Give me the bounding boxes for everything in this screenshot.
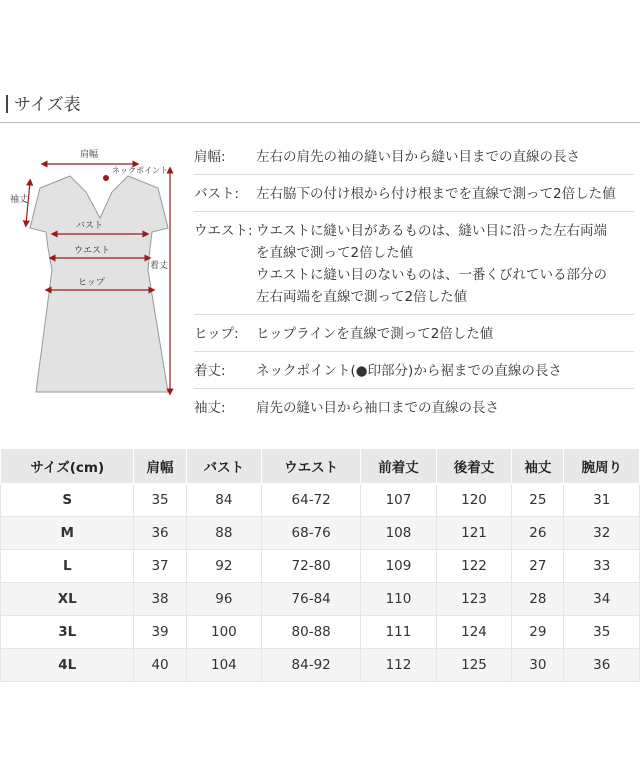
table-cell: 28 bbox=[512, 583, 564, 616]
title-bar bbox=[6, 95, 8, 113]
definition-divider bbox=[194, 211, 634, 212]
definition-term: バスト: bbox=[194, 186, 240, 202]
definitions bbox=[194, 146, 634, 419]
table-cell: 36 bbox=[134, 517, 186, 550]
page-title bbox=[6, 90, 81, 115]
label-shoulder: 肩幅 bbox=[80, 150, 99, 160]
table-row bbox=[1, 484, 640, 517]
label-hip: ヒップ bbox=[78, 278, 105, 288]
table-cell: 123 bbox=[436, 583, 512, 616]
title-text: サイズ表 bbox=[14, 95, 81, 115]
divider bbox=[0, 122, 640, 123]
size-cell: 4L bbox=[1, 649, 134, 682]
label-neck-point: ネックポイント bbox=[112, 166, 168, 175]
table-cell: 92 bbox=[186, 550, 262, 583]
definition-desc bbox=[256, 146, 634, 168]
definition-line: ヒップラインを直線で測って2倍した値 bbox=[256, 326, 494, 342]
table-cell: 76-84 bbox=[262, 583, 361, 616]
size-cell: XL bbox=[1, 583, 134, 616]
table-row bbox=[1, 616, 640, 649]
table-cell: 39 bbox=[134, 616, 186, 649]
table-cell: 120 bbox=[436, 484, 512, 517]
table-cell: 88 bbox=[186, 517, 262, 550]
definition-line: 左右両端を直線で測って2倍した値 bbox=[256, 289, 468, 305]
table-header-cell: 肩幅 bbox=[134, 449, 186, 484]
label-length: 着丈 bbox=[150, 261, 169, 271]
table-cell: 110 bbox=[361, 583, 437, 616]
definition-line: 左右の肩先の袖の縫い目から縫い目までの直線の長さ bbox=[256, 149, 580, 165]
table-cell: 35 bbox=[564, 616, 640, 649]
size-cell: M bbox=[1, 517, 134, 550]
table-cell: 31 bbox=[564, 484, 640, 517]
definition-line: ウエストに縫い目があるものは、縫い目に沿った左右両端 bbox=[256, 223, 607, 239]
definition-desc bbox=[256, 397, 634, 419]
table-cell: 64-72 bbox=[262, 484, 361, 517]
definition-term: 袖丈: bbox=[194, 400, 226, 416]
table-cell: 108 bbox=[361, 517, 437, 550]
table-header-cell: バスト bbox=[186, 449, 262, 484]
definition-row bbox=[194, 323, 634, 345]
table-cell: 72-80 bbox=[262, 550, 361, 583]
table-cell: 107 bbox=[361, 484, 437, 517]
definition-row bbox=[194, 183, 634, 205]
size-cell: 3L bbox=[1, 616, 134, 649]
size-cell: S bbox=[1, 484, 134, 517]
table-cell: 125 bbox=[436, 649, 512, 682]
table-cell: 111 bbox=[361, 616, 437, 649]
definition-line: ウエストに縫い目のないものは、一番くびれている部分の bbox=[256, 267, 607, 283]
table-cell: 122 bbox=[436, 550, 512, 583]
table-cell: 104 bbox=[186, 649, 262, 682]
definition-row bbox=[194, 360, 634, 382]
table-cell: 30 bbox=[512, 649, 564, 682]
table-header-cell: 前着丈 bbox=[361, 449, 437, 484]
table-cell: 124 bbox=[436, 616, 512, 649]
table-header-cell: 後着丈 bbox=[436, 449, 512, 484]
definition-divider bbox=[194, 351, 634, 352]
definition-term: ウエスト: bbox=[194, 223, 253, 239]
definition-term: 着丈: bbox=[194, 363, 226, 379]
definition-term: 肩幅: bbox=[194, 149, 226, 165]
table-cell: 100 bbox=[186, 616, 262, 649]
definition-desc bbox=[256, 323, 634, 345]
definition-desc bbox=[256, 360, 634, 382]
table-header-cell: 袖丈 bbox=[512, 449, 564, 484]
table-header-cell: 腕周り bbox=[564, 449, 640, 484]
table-cell: 68-76 bbox=[262, 517, 361, 550]
definition-line: ネックポイント(●印部分)から裾までの直線の長さ bbox=[256, 363, 562, 379]
table-header-cell: サイズ(cm) bbox=[1, 449, 134, 484]
table-header-row bbox=[1, 449, 640, 484]
table-cell: 40 bbox=[134, 649, 186, 682]
table-cell: 84-92 bbox=[262, 649, 361, 682]
definition-divider bbox=[194, 314, 634, 315]
dress-diagram bbox=[0, 140, 190, 410]
label-waist: ウエスト bbox=[74, 246, 111, 256]
table-cell: 38 bbox=[134, 583, 186, 616]
definition-divider bbox=[194, 388, 634, 389]
table-cell: 27 bbox=[512, 550, 564, 583]
table-cell: 37 bbox=[134, 550, 186, 583]
table-cell: 80-88 bbox=[262, 616, 361, 649]
label-sleeve: 袖丈 bbox=[10, 195, 29, 205]
definition-divider bbox=[194, 174, 634, 175]
table-cell: 33 bbox=[564, 550, 640, 583]
table-cell: 35 bbox=[134, 484, 186, 517]
label-bust: バスト bbox=[76, 221, 104, 231]
definition-row bbox=[194, 397, 634, 419]
size-table bbox=[0, 448, 640, 682]
definition-line: を直線で測って2倍した値 bbox=[256, 245, 414, 261]
definition-row bbox=[194, 220, 634, 308]
table-row bbox=[1, 583, 640, 616]
definition-desc bbox=[256, 183, 634, 205]
table-cell: 36 bbox=[564, 649, 640, 682]
table-row bbox=[1, 649, 640, 682]
table-header-cell: ウエスト bbox=[262, 449, 361, 484]
table-cell: 26 bbox=[512, 517, 564, 550]
table-cell: 121 bbox=[436, 517, 512, 550]
definition-desc bbox=[256, 220, 634, 308]
table-cell: 84 bbox=[186, 484, 262, 517]
table-cell: 112 bbox=[361, 649, 437, 682]
table-cell: 96 bbox=[186, 583, 262, 616]
definition-row bbox=[194, 146, 634, 168]
definition-term: ヒップ: bbox=[194, 326, 239, 342]
definition-line: 肩先の縫い目から袖口までの直線の長さ bbox=[256, 400, 499, 416]
table-cell: 32 bbox=[564, 517, 640, 550]
definition-line: 左右脇下の付け根から付け根までを直線で測って2倍した値 bbox=[256, 186, 616, 202]
table-cell: 25 bbox=[512, 484, 564, 517]
neck-point-marker bbox=[103, 175, 109, 181]
table-row bbox=[1, 550, 640, 583]
table-cell: 34 bbox=[564, 583, 640, 616]
table-cell: 29 bbox=[512, 616, 564, 649]
size-cell: L bbox=[1, 550, 134, 583]
table-row bbox=[1, 517, 640, 550]
table-cell: 109 bbox=[361, 550, 437, 583]
